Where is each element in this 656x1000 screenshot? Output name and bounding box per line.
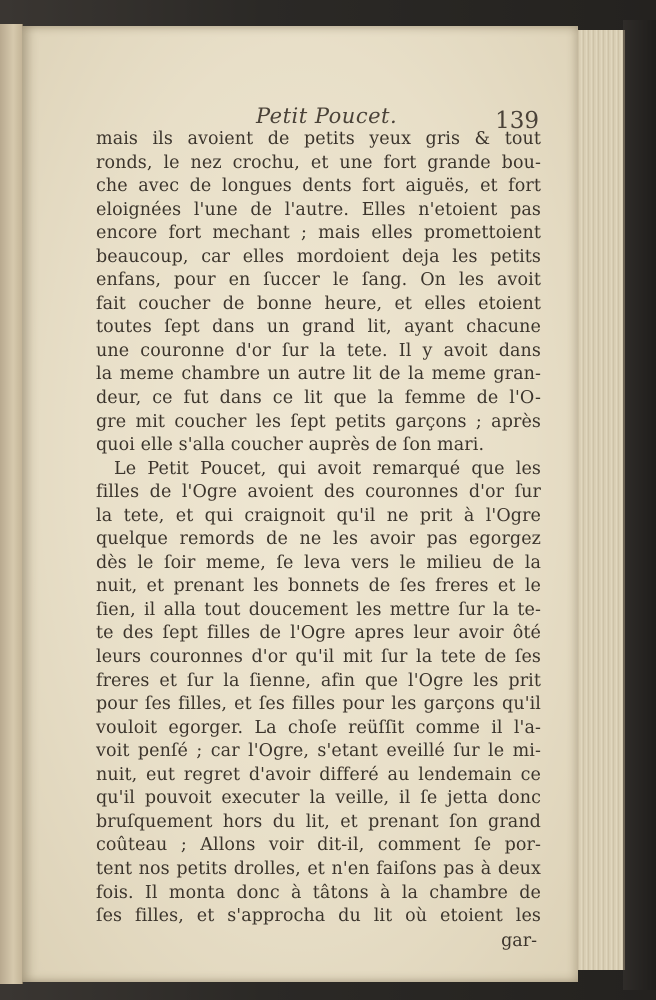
text-line: la meme chambre un autre lit de la meme gran-: [96, 364, 541, 385]
body-text: [96, 128, 541, 929]
book-cover-edge: [623, 20, 656, 990]
text-line: leurs couronnes d'or qu'il mit ſur la tete de ſes: [96, 647, 541, 668]
text-line: tent nos petits drolles, et n'en faiſons pas à deux: [96, 858, 541, 879]
page-header: [96, 80, 541, 134]
book-page: [22, 26, 578, 982]
text-line: enfans, pour en ſuccer le ſang. On les avoit: [96, 270, 541, 291]
text-line: deur, ce fut dans ce lit que la femme de l'O-: [96, 388, 541, 409]
text-line: ronds, le nez crochu, et une fort grande bou-: [96, 152, 541, 173]
text-line: ſien, il alla tout doucement les mettre ſur la te-: [96, 599, 541, 620]
text-line: filles de l'Ogre avoient des couronnes d'or ſur: [96, 482, 541, 503]
text-line: nuit, et prenant les bonnets de ſes freres et le: [96, 576, 541, 597]
text-line: la tete, et qui craignoit qu'il ne prit à l'Ogre: [96, 505, 541, 526]
text-line: eloignées l'une de l'autre. Elles n'etoient pas: [96, 199, 541, 220]
text-line: che avec de longues dents fort aiguës, et fort: [96, 176, 541, 197]
text-line: freres et ſur la ſienne, afin que l'Ogre les prit: [96, 670, 541, 691]
text-line: encore fort mechant ; mais elles promettoient: [96, 223, 541, 244]
catchword: gar-: [501, 930, 537, 951]
running-head: Petit Poucet.: [256, 104, 398, 128]
text-line: bruſquement hors du lit, et prenant ſon grand: [96, 811, 541, 832]
text-line: pour ſes filles, et ſes filles pour les garçons qu'il: [96, 694, 541, 715]
catchword-row: [96, 929, 541, 955]
text-line: mais ils avoient de petits yeux gris & tout: [96, 129, 541, 149]
text-line: quelque remords de ne les avoir pas egorgez: [96, 529, 541, 550]
text-line: nuit, eut regret d'avoir differé au lendemain ce: [96, 764, 541, 785]
page-block-edge: [575, 30, 625, 970]
text-line: quoi elle s'alla coucher auprès de ſon mari.: [96, 435, 485, 456]
facing-page-edge: [0, 24, 23, 984]
text-line: vouloit egorger. La choſe reüſſit comme il l'a-: [96, 717, 541, 738]
paragraph-start-line: Le Petit Poucet, qui avoit remarqué que les: [114, 458, 541, 479]
text-line: ſes filles, et s'approcha du lit où etoient les: [96, 906, 541, 927]
page-text-block: [96, 80, 541, 955]
text-line: fois. Il monta donc à tâtons à la chambre de: [96, 882, 541, 903]
text-line: voit penſé ; car l'Ogre, s'etant eveillé ſur le mi-: [96, 741, 541, 762]
text-line: qu'il pouvoit executer la veille, il ſe jetta donc: [96, 788, 541, 809]
text-line: toutes ſept dans un grand lit, ayant chacune: [96, 317, 541, 338]
text-line: une couronne d'or ſur la tete. Il y avoit dans: [96, 340, 541, 361]
text-line: dès le ſoir meme, ſe leva vers le milieu de la: [96, 552, 541, 573]
text-line: te des ſept filles de l'Ogre apres leur avoir ôté: [96, 623, 541, 644]
text-line: gre mit coucher les ſept petits garçons ; après: [96, 411, 541, 432]
text-line: coûteau ; Allons voir dit-il, comment ſe por-: [96, 835, 541, 856]
text-line: fait coucher de bonne heure, et elles etoient: [96, 293, 541, 314]
text-line: beaucoup, car elles mordoient deja les petits: [96, 246, 541, 267]
page-number: 139: [495, 108, 539, 134]
